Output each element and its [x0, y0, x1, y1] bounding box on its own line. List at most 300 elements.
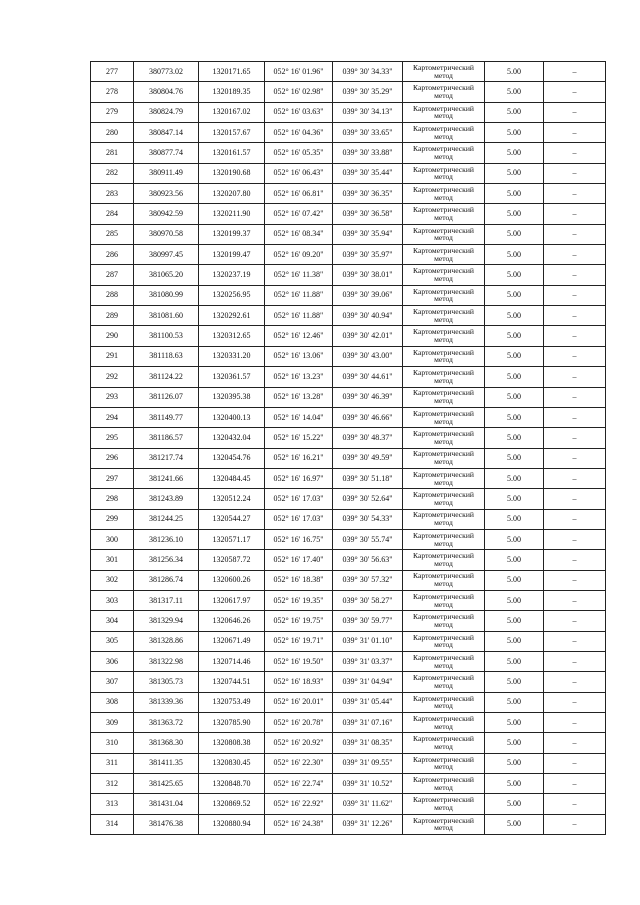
y-coordinate-cell: 1320167.02 — [199, 102, 265, 122]
point-number-cell: 298 — [91, 489, 134, 509]
method-cell: Картометрический метод — [403, 753, 485, 773]
y-coordinate-cell: 1320785.90 — [199, 713, 265, 733]
y-coordinate-cell: 1320744.51 — [199, 672, 265, 692]
x-coordinate-cell: 380997.45 — [134, 245, 199, 265]
table-row — [91, 245, 606, 265]
y-coordinate-cell: 1320256.95 — [199, 285, 265, 305]
method-cell: Картометрический метод — [403, 428, 485, 448]
accuracy-cell: 5.00 — [485, 306, 544, 326]
method-cell: Картометрический метод — [403, 509, 485, 529]
latitude-cell: 052° 16' 09.20" — [265, 245, 333, 265]
method-cell: Картометрический метод — [403, 814, 485, 834]
accuracy-cell: 5.00 — [485, 814, 544, 834]
note-cell: – — [544, 102, 606, 122]
longitude-cell: 039° 30' 51.18" — [333, 468, 403, 488]
method-cell: Картометрический метод — [403, 651, 485, 671]
table-row — [91, 123, 606, 143]
note-cell: – — [544, 794, 606, 814]
table-row — [91, 306, 606, 326]
note-cell: – — [544, 590, 606, 610]
accuracy-cell: 5.00 — [485, 224, 544, 244]
note-cell: – — [544, 143, 606, 163]
latitude-cell: 052° 16' 13.06" — [265, 346, 333, 366]
table-row — [91, 468, 606, 488]
note-cell: – — [544, 529, 606, 549]
point-number-cell: 284 — [91, 204, 134, 224]
longitude-cell: 039° 30' 46.66" — [333, 407, 403, 427]
accuracy-cell: 5.00 — [485, 407, 544, 427]
latitude-cell: 052° 16' 11.38" — [265, 265, 333, 285]
table-row — [91, 285, 606, 305]
x-coordinate-cell: 380942.59 — [134, 204, 199, 224]
x-coordinate-cell: 381236.10 — [134, 529, 199, 549]
y-coordinate-cell: 1320395.38 — [199, 387, 265, 407]
accuracy-cell: 5.00 — [485, 448, 544, 468]
note-cell: – — [544, 367, 606, 387]
table-row — [91, 753, 606, 773]
x-coordinate-cell: 381118.63 — [134, 346, 199, 366]
latitude-cell: 052° 16' 12.46" — [265, 326, 333, 346]
x-coordinate-cell: 380824.79 — [134, 102, 199, 122]
table-row — [91, 631, 606, 651]
longitude-cell: 039° 30' 33.65" — [333, 123, 403, 143]
x-coordinate-cell: 381126.07 — [134, 387, 199, 407]
note-cell: – — [544, 774, 606, 794]
point-number-cell: 287 — [91, 265, 134, 285]
note-cell: – — [544, 163, 606, 183]
x-coordinate-cell: 381241.66 — [134, 468, 199, 488]
x-coordinate-cell: 380970.58 — [134, 224, 199, 244]
y-coordinate-cell: 1320869.52 — [199, 794, 265, 814]
latitude-cell: 052° 16' 20.01" — [265, 692, 333, 712]
table-row — [91, 428, 606, 448]
point-number-cell: 283 — [91, 184, 134, 204]
y-coordinate-cell: 1320207.80 — [199, 184, 265, 204]
longitude-cell: 039° 30' 43.00" — [333, 346, 403, 366]
longitude-cell: 039° 30' 57.32" — [333, 570, 403, 590]
accuracy-cell: 5.00 — [485, 713, 544, 733]
accuracy-cell: 5.00 — [485, 285, 544, 305]
note-cell: – — [544, 631, 606, 651]
accuracy-cell: 5.00 — [485, 123, 544, 143]
accuracy-cell: 5.00 — [485, 774, 544, 794]
method-cell: Картометрический метод — [403, 265, 485, 285]
longitude-cell: 039° 31' 05.44" — [333, 692, 403, 712]
accuracy-cell: 5.00 — [485, 326, 544, 346]
y-coordinate-cell: 1320312.65 — [199, 326, 265, 346]
method-cell: Картометрический метод — [403, 285, 485, 305]
point-number-cell: 314 — [91, 814, 134, 834]
longitude-cell: 039° 30' 35.97" — [333, 245, 403, 265]
accuracy-cell: 5.00 — [485, 346, 544, 366]
longitude-cell: 039° 30' 34.13" — [333, 102, 403, 122]
point-number-cell: 289 — [91, 306, 134, 326]
longitude-cell: 039° 30' 49.59" — [333, 448, 403, 468]
latitude-cell: 052° 16' 16.75" — [265, 529, 333, 549]
latitude-cell: 052° 16' 18.93" — [265, 672, 333, 692]
x-coordinate-cell: 381065.20 — [134, 265, 199, 285]
point-number-cell: 297 — [91, 468, 134, 488]
y-coordinate-cell: 1320571.17 — [199, 529, 265, 549]
table-row — [91, 529, 606, 549]
accuracy-cell: 5.00 — [485, 184, 544, 204]
note-cell: – — [544, 651, 606, 671]
x-coordinate-cell: 381217.74 — [134, 448, 199, 468]
accuracy-cell: 5.00 — [485, 428, 544, 448]
y-coordinate-cell: 1320199.37 — [199, 224, 265, 244]
point-number-cell: 280 — [91, 123, 134, 143]
table-row — [91, 82, 606, 102]
accuracy-cell: 5.00 — [485, 489, 544, 509]
x-coordinate-cell: 381244.25 — [134, 509, 199, 529]
point-number-cell: 286 — [91, 245, 134, 265]
point-number-cell: 290 — [91, 326, 134, 346]
latitude-cell: 052° 16' 02.98" — [265, 82, 333, 102]
point-number-cell: 281 — [91, 143, 134, 163]
method-cell: Картометрический метод — [403, 367, 485, 387]
x-coordinate-cell: 381080.99 — [134, 285, 199, 305]
note-cell: – — [544, 753, 606, 773]
note-cell: – — [544, 713, 606, 733]
accuracy-cell: 5.00 — [485, 143, 544, 163]
note-cell: – — [544, 82, 606, 102]
x-coordinate-cell: 381317.11 — [134, 590, 199, 610]
longitude-cell: 039° 30' 54.33" — [333, 509, 403, 529]
note-cell: – — [544, 123, 606, 143]
table-row — [91, 733, 606, 753]
x-coordinate-cell: 380847.14 — [134, 123, 199, 143]
longitude-cell: 039° 30' 35.29" — [333, 82, 403, 102]
accuracy-cell: 5.00 — [485, 570, 544, 590]
latitude-cell: 052° 16' 17.40" — [265, 550, 333, 570]
latitude-cell: 052° 16' 18.38" — [265, 570, 333, 590]
y-coordinate-cell: 1320808.38 — [199, 733, 265, 753]
table-body — [91, 62, 606, 835]
x-coordinate-cell: 381328.86 — [134, 631, 199, 651]
point-number-cell: 294 — [91, 407, 134, 427]
y-coordinate-cell: 1320587.72 — [199, 550, 265, 570]
latitude-cell: 052° 16' 14.04" — [265, 407, 333, 427]
method-cell: Картометрический метод — [403, 590, 485, 610]
table-row — [91, 62, 606, 82]
table-row — [91, 590, 606, 610]
x-coordinate-cell: 380877.74 — [134, 143, 199, 163]
point-number-cell: 303 — [91, 590, 134, 610]
point-number-cell: 299 — [91, 509, 134, 529]
longitude-cell: 039° 31' 11.62" — [333, 794, 403, 814]
x-coordinate-cell: 380804.76 — [134, 82, 199, 102]
y-coordinate-cell: 1320671.49 — [199, 631, 265, 651]
point-number-cell: 309 — [91, 713, 134, 733]
x-coordinate-cell: 381368.30 — [134, 733, 199, 753]
y-coordinate-cell: 1320400.13 — [199, 407, 265, 427]
latitude-cell: 052° 16' 13.28" — [265, 387, 333, 407]
longitude-cell: 039° 30' 44.61" — [333, 367, 403, 387]
table-row — [91, 489, 606, 509]
method-cell: Картометрический метод — [403, 102, 485, 122]
x-coordinate-cell: 381476.38 — [134, 814, 199, 834]
y-coordinate-cell: 1320714.46 — [199, 651, 265, 671]
method-cell: Картометрический метод — [403, 733, 485, 753]
method-cell: Картометрический метод — [403, 224, 485, 244]
latitude-cell: 052° 16' 08.34" — [265, 224, 333, 244]
table-row — [91, 346, 606, 366]
point-number-cell: 308 — [91, 692, 134, 712]
point-number-cell: 292 — [91, 367, 134, 387]
y-coordinate-cell: 1320331.20 — [199, 346, 265, 366]
latitude-cell: 052° 16' 03.63" — [265, 102, 333, 122]
accuracy-cell: 5.00 — [485, 102, 544, 122]
accuracy-cell: 5.00 — [485, 82, 544, 102]
longitude-cell: 039° 31' 04.94" — [333, 672, 403, 692]
longitude-cell: 039° 30' 46.39" — [333, 387, 403, 407]
latitude-cell: 052° 16' 20.92" — [265, 733, 333, 753]
method-cell: Картометрический метод — [403, 550, 485, 570]
table-row — [91, 204, 606, 224]
y-coordinate-cell: 1320199.47 — [199, 245, 265, 265]
x-coordinate-cell: 381149.77 — [134, 407, 199, 427]
note-cell: – — [544, 550, 606, 570]
longitude-cell: 039° 31' 08.35" — [333, 733, 403, 753]
longitude-cell: 039° 30' 59.77" — [333, 611, 403, 631]
x-coordinate-cell: 381322.98 — [134, 651, 199, 671]
note-cell: – — [544, 184, 606, 204]
method-cell: Картометрический метод — [403, 407, 485, 427]
note-cell: – — [544, 407, 606, 427]
table-row — [91, 814, 606, 834]
point-number-cell: 278 — [91, 82, 134, 102]
note-cell: – — [544, 62, 606, 82]
method-cell: Картометрический метод — [403, 62, 485, 82]
x-coordinate-cell: 381425.65 — [134, 774, 199, 794]
table-row — [91, 692, 606, 712]
accuracy-cell: 5.00 — [485, 611, 544, 631]
accuracy-cell: 5.00 — [485, 753, 544, 773]
accuracy-cell: 5.00 — [485, 509, 544, 529]
table-row — [91, 774, 606, 794]
accuracy-cell: 5.00 — [485, 468, 544, 488]
method-cell: Картометрический метод — [403, 306, 485, 326]
point-number-cell: 305 — [91, 631, 134, 651]
x-coordinate-cell: 381243.89 — [134, 489, 199, 509]
method-cell: Картометрический метод — [403, 448, 485, 468]
latitude-cell: 052° 16' 07.42" — [265, 204, 333, 224]
method-cell: Картометрический метод — [403, 387, 485, 407]
latitude-cell: 052° 16' 20.78" — [265, 713, 333, 733]
note-cell: – — [544, 346, 606, 366]
y-coordinate-cell: 1320544.27 — [199, 509, 265, 529]
point-number-cell: 296 — [91, 448, 134, 468]
longitude-cell: 039° 30' 55.74" — [333, 529, 403, 549]
method-cell: Картометрический метод — [403, 529, 485, 549]
longitude-cell: 039° 30' 36.35" — [333, 184, 403, 204]
longitude-cell: 039° 30' 38.01" — [333, 265, 403, 285]
method-cell: Картометрический метод — [403, 143, 485, 163]
note-cell: – — [544, 326, 606, 346]
table-row — [91, 448, 606, 468]
table-row — [91, 143, 606, 163]
latitude-cell: 052° 16' 17.03" — [265, 489, 333, 509]
method-cell: Картометрический метод — [403, 245, 485, 265]
x-coordinate-cell: 381411.35 — [134, 753, 199, 773]
y-coordinate-cell: 1320617.97 — [199, 590, 265, 610]
longitude-cell: 039° 31' 10.52" — [333, 774, 403, 794]
latitude-cell: 052° 16' 15.22" — [265, 428, 333, 448]
latitude-cell: 052° 16' 06.43" — [265, 163, 333, 183]
method-cell: Картометрический метод — [403, 326, 485, 346]
note-cell: – — [544, 672, 606, 692]
point-number-cell: 293 — [91, 387, 134, 407]
latitude-cell: 052° 16' 19.71" — [265, 631, 333, 651]
latitude-cell: 052° 16' 19.35" — [265, 590, 333, 610]
latitude-cell: 052° 16' 16.97" — [265, 468, 333, 488]
longitude-cell: 039° 30' 35.44" — [333, 163, 403, 183]
longitude-cell: 039° 30' 56.63" — [333, 550, 403, 570]
point-number-cell: 304 — [91, 611, 134, 631]
note-cell: – — [544, 428, 606, 448]
note-cell: – — [544, 611, 606, 631]
note-cell: – — [544, 306, 606, 326]
table-row — [91, 570, 606, 590]
latitude-cell: 052° 16' 05.35" — [265, 143, 333, 163]
y-coordinate-cell: 1320484.45 — [199, 468, 265, 488]
y-coordinate-cell: 1320512.24 — [199, 489, 265, 509]
table-row — [91, 713, 606, 733]
method-cell: Картометрический метод — [403, 163, 485, 183]
latitude-cell: 052° 16' 22.92" — [265, 794, 333, 814]
longitude-cell: 039° 30' 35.94" — [333, 224, 403, 244]
table-row — [91, 611, 606, 631]
accuracy-cell: 5.00 — [485, 550, 544, 570]
latitude-cell: 052° 16' 17.03" — [265, 509, 333, 529]
table-row — [91, 326, 606, 346]
table-row — [91, 651, 606, 671]
x-coordinate-cell: 381081.60 — [134, 306, 199, 326]
method-cell: Картометрический метод — [403, 611, 485, 631]
longitude-cell: 039° 31' 01.10" — [333, 631, 403, 651]
y-coordinate-cell: 1320600.26 — [199, 570, 265, 590]
x-coordinate-cell: 381431.04 — [134, 794, 199, 814]
point-number-cell: 311 — [91, 753, 134, 773]
x-coordinate-cell: 380773.02 — [134, 62, 199, 82]
longitude-cell: 039° 30' 36.58" — [333, 204, 403, 224]
latitude-cell: 052° 16' 01.96" — [265, 62, 333, 82]
y-coordinate-cell: 1320848.70 — [199, 774, 265, 794]
method-cell: Картометрический метод — [403, 346, 485, 366]
table-row — [91, 265, 606, 285]
point-number-cell: 300 — [91, 529, 134, 549]
note-cell: – — [544, 245, 606, 265]
point-number-cell: 307 — [91, 672, 134, 692]
note-cell: – — [544, 692, 606, 712]
x-coordinate-cell: 381363.72 — [134, 713, 199, 733]
table-row — [91, 387, 606, 407]
table-row — [91, 794, 606, 814]
method-cell: Картометрический метод — [403, 184, 485, 204]
table-row — [91, 407, 606, 427]
method-cell: Картометрический метод — [403, 468, 485, 488]
latitude-cell: 052° 16' 13.23" — [265, 367, 333, 387]
table-row — [91, 163, 606, 183]
point-number-cell: 291 — [91, 346, 134, 366]
y-coordinate-cell: 1320292.61 — [199, 306, 265, 326]
y-coordinate-cell: 1320830.45 — [199, 753, 265, 773]
point-number-cell: 312 — [91, 774, 134, 794]
table-row — [91, 184, 606, 204]
accuracy-cell: 5.00 — [485, 163, 544, 183]
accuracy-cell: 5.00 — [485, 692, 544, 712]
accuracy-cell: 5.00 — [485, 733, 544, 753]
latitude-cell: 052° 16' 19.50" — [265, 651, 333, 671]
longitude-cell: 039° 30' 40.94" — [333, 306, 403, 326]
longitude-cell: 039° 30' 42.01" — [333, 326, 403, 346]
point-number-cell: 313 — [91, 794, 134, 814]
method-cell: Картометрический метод — [403, 204, 485, 224]
point-number-cell: 295 — [91, 428, 134, 448]
note-cell: – — [544, 489, 606, 509]
longitude-cell: 039° 31' 07.16" — [333, 713, 403, 733]
latitude-cell: 052° 16' 16.21" — [265, 448, 333, 468]
point-number-cell: 288 — [91, 285, 134, 305]
longitude-cell: 039° 30' 34.33" — [333, 62, 403, 82]
point-number-cell: 282 — [91, 163, 134, 183]
accuracy-cell: 5.00 — [485, 367, 544, 387]
longitude-cell: 039° 30' 52.64" — [333, 489, 403, 509]
y-coordinate-cell: 1320237.19 — [199, 265, 265, 285]
latitude-cell: 052° 16' 11.88" — [265, 306, 333, 326]
latitude-cell: 052° 16' 04.36" — [265, 123, 333, 143]
y-coordinate-cell: 1320171.65 — [199, 62, 265, 82]
latitude-cell: 052° 16' 24.38" — [265, 814, 333, 834]
point-number-cell: 302 — [91, 570, 134, 590]
x-coordinate-cell: 381100.53 — [134, 326, 199, 346]
longitude-cell: 039° 31' 09.55" — [333, 753, 403, 773]
accuracy-cell: 5.00 — [485, 387, 544, 407]
method-cell: Картометрический метод — [403, 794, 485, 814]
y-coordinate-cell: 1320432.04 — [199, 428, 265, 448]
y-coordinate-cell: 1320190.68 — [199, 163, 265, 183]
method-cell: Картометрический метод — [403, 82, 485, 102]
longitude-cell: 039° 30' 33.88" — [333, 143, 403, 163]
point-number-cell: 285 — [91, 224, 134, 244]
point-number-cell: 279 — [91, 102, 134, 122]
longitude-cell: 039° 30' 39.06" — [333, 285, 403, 305]
x-coordinate-cell: 381186.57 — [134, 428, 199, 448]
method-cell: Картометрический метод — [403, 713, 485, 733]
point-number-cell: 306 — [91, 651, 134, 671]
point-number-cell: 310 — [91, 733, 134, 753]
x-coordinate-cell: 380911.49 — [134, 163, 199, 183]
note-cell: – — [544, 265, 606, 285]
point-number-cell: 301 — [91, 550, 134, 570]
y-coordinate-cell: 1320211.90 — [199, 204, 265, 224]
method-cell: Картометрический метод — [403, 672, 485, 692]
latitude-cell: 052° 16' 22.74" — [265, 774, 333, 794]
x-coordinate-cell: 381339.36 — [134, 692, 199, 712]
accuracy-cell: 5.00 — [485, 631, 544, 651]
note-cell: – — [544, 570, 606, 590]
x-coordinate-cell: 381286.74 — [134, 570, 199, 590]
latitude-cell: 052° 16' 19.75" — [265, 611, 333, 631]
note-cell: – — [544, 204, 606, 224]
note-cell: – — [544, 733, 606, 753]
latitude-cell: 052° 16' 06.81" — [265, 184, 333, 204]
note-cell: – — [544, 468, 606, 488]
y-coordinate-cell: 1320880.94 — [199, 814, 265, 834]
y-coordinate-cell: 1320753.49 — [199, 692, 265, 712]
accuracy-cell: 5.00 — [485, 672, 544, 692]
method-cell: Картометрический метод — [403, 692, 485, 712]
